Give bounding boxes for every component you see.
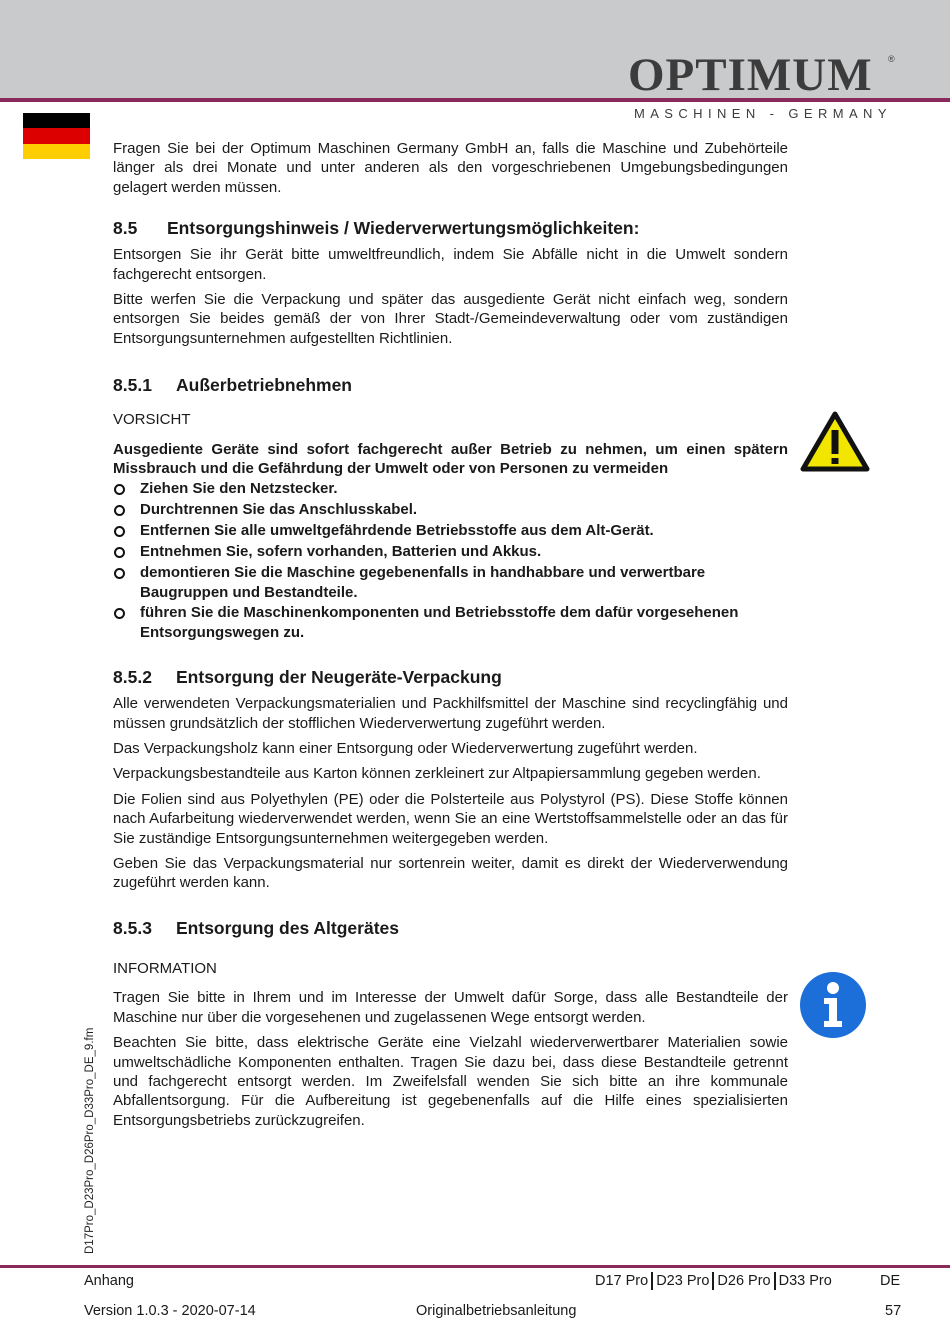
footer-doc-type: Originalbetriebsanleitung [416, 1303, 577, 1319]
page-content [113, 139, 788, 1136]
list-item [113, 563, 788, 602]
registered-mark: ® [888, 54, 895, 64]
model-separator [651, 1272, 653, 1290]
flag-stripe-gold [23, 144, 90, 159]
page-number: 57 [885, 1303, 902, 1319]
list-item-text: Durchtrennen Sie das Anschlusskabel. [140, 501, 418, 519]
section-title: Entsorgung des Altgerätes [176, 917, 399, 938]
file-reference: D17Pro_D23Pro_D26Pro_D33Pro_DE_9.fm [84, 1027, 96, 1254]
section-number: 8.5 [113, 218, 138, 239]
bullet-circle-icon [114, 505, 125, 516]
footer-models [595, 1272, 832, 1290]
section-number: 8.5.2 [113, 667, 152, 688]
list-item-text: demontieren Sie die Maschine gegebenenfalls in handhabbare und verwertbare Baugruppen und Bestandteile. [140, 564, 706, 601]
list-item-text: Ziehen Sie den Netzstecker. [140, 480, 338, 498]
bullet-circle-icon [114, 547, 125, 558]
section-number: 8.5.3 [113, 917, 152, 938]
section-heading-8-5-2 [113, 666, 788, 688]
model-name: D17 Pro [595, 1273, 649, 1289]
flag-stripe-black [23, 113, 90, 128]
list-item-text: Entnehmen Sie, sofern vorhanden, Batterien und Akkus. [140, 543, 542, 561]
caution-label: VORSICHT [113, 411, 191, 429]
flag-stripe-red [23, 128, 90, 143]
intro-paragraph: Fragen Sie bei der Optimum Maschinen Germany GmbH an, falls die Maschine und Zubehörteile länger als drei Monate und unter anderen als den vorgeschriebenen Umgebungsbedingungen gelagert werden müssen. [113, 140, 788, 196]
bullet-circle-icon [114, 568, 125, 579]
section-heading-8-5-3 [113, 917, 788, 939]
german-flag-icon [23, 113, 90, 159]
paragraph: Beachten Sie bitte, dass elektrische Geräte eine Vielzahl wiederverwertbarer Materialien sowie umweltschädliche Komponenten enthalten. Tragen Sie dazu bei, dass diese Bestandteile getrennt und fachgerecht entsorgt werden. Im Zweifelsfall wenden Sie sich bitte an ihre kommunale Abfallentsorgung. Für die Aufbereitung ist gegebenenfalls auf die Hilfe eines spezialisierten Entsorgungsbetriebs zurückzugreifen. [113, 1034, 788, 1129]
model-name: D23 Pro [656, 1273, 710, 1289]
model-name: D33 Pro [778, 1273, 832, 1289]
list-item [113, 542, 788, 561]
bullet-circle-icon [114, 608, 125, 619]
list-item-text: Entfernen Sie alle umweltgefährdende Betriebsstoffe aus dem Alt-Gerät. [140, 522, 654, 540]
paragraph: Die Folien sind aus Polyethylen (PE) oder die Polsterteile aus Polystyrol (PS). Diese Stoffe können nach Aufarbeitung wiederverwendet werden, wenn Sie an eine Wertstoffsammelstelle oder an das für Sie zuständige Entsorgungsunternehmen weitergegeben werden. [113, 790, 788, 847]
model-separator [712, 1272, 714, 1290]
section-heading-8-5-1 [113, 374, 788, 396]
footer-version: Version 1.0.3 - 2020-07-14 [84, 1303, 256, 1319]
section-heading-8-5 [113, 217, 788, 239]
section-number: 8.5.1 [113, 375, 152, 396]
warning-triangle-icon [800, 411, 870, 473]
information-label: INFORMATION [113, 959, 217, 977]
paragraph: Entsorgen Sie ihr Gerät bitte umweltfreundlich, indem Sie Abfälle nicht in die Umwelt sondern fachgerecht entsorgen. [113, 246, 788, 283]
paragraph: Verpackungsbestandteile aus Karton können zerkleinert zur Altpapiersammlung gegeben werden. [113, 765, 761, 783]
bullet-circle-icon [114, 526, 125, 537]
list-item [113, 479, 788, 498]
brand-logo: OPTIMUM [628, 49, 873, 101]
disposal-steps-list [113, 479, 788, 642]
section-title: Außerbetriebnehmen [176, 375, 352, 396]
paragraph: Alle verwendeten Verpackungsmaterialien und Packhilfsmittel der Maschine sind recyclingfähig und müssen grundsätzlich der stofflichen Wiederverwertung zugeführt werden. [113, 695, 788, 732]
footer-language: DE [880, 1273, 901, 1289]
paragraph: Geben Sie das Verpackungsmaterial nur sortenrein weiter, damit es direkt der Wiederverwendung zugeführt werden kann. [113, 855, 788, 892]
model-separator [774, 1272, 776, 1290]
section-title: Entsorgungshinweis / Wiederverwertungsmöglichkeiten: [167, 218, 640, 239]
list-item [113, 603, 788, 642]
bullet-circle-icon [114, 484, 125, 495]
list-item-text: führen Sie die Maschinenkomponenten und Betriebsstoffe dem dafür vorgesehenen Entsorgungswegen zu. [140, 604, 739, 641]
paragraph: Bitte werfen Sie die Verpackung und später das ausgediente Gerät nicht einfach weg, sondern entsorgen Sie beides gemäß der von Ihrer Stadt-/Gemeindeverwaltung oder vom zuständigen Entsorgungsunternehmen aufgestellten Richtlinien. [113, 291, 788, 347]
list-item [113, 500, 788, 519]
paragraph: Das Verpackungsholz kann einer Entsorgung oder Wiederverwertung zugeführt werden. [113, 740, 698, 758]
brand-tagline: MASCHINEN - GERMANY [634, 106, 892, 121]
footer-chapter: Anhang [84, 1273, 134, 1289]
section-title: Entsorgung der Neugeräte-Verpackung [176, 667, 502, 688]
footer-rule [0, 1265, 950, 1268]
list-item [113, 521, 788, 540]
warning-text: Ausgediente Geräte sind sofort fachgerecht außer Betrieb zu nehmen, um einen spätern Missbrauch und die Gefährdung der Umwelt oder von Personen zu vermeiden [113, 440, 788, 478]
paragraph: Tragen Sie bitte in Ihrem und im Interesse der Umwelt dafür Sorge, dass alle Bestandteile der Maschine nur über die vorgesehenen und zugelassenen Wege entsorgt werden. [113, 989, 788, 1026]
model-name: D26 Pro [717, 1273, 771, 1289]
info-circle-icon [799, 971, 867, 1039]
